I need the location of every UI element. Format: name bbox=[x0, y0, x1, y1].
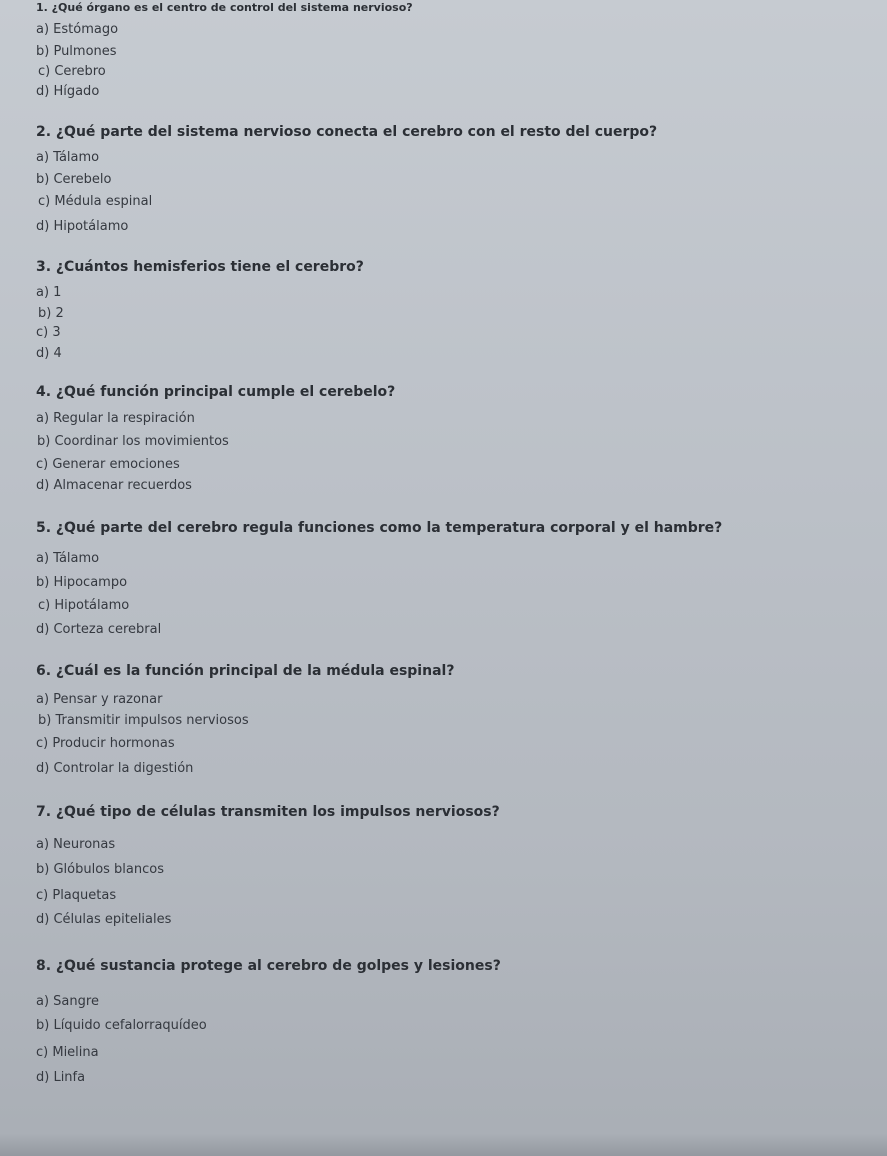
option-d: d) Almacenar recuerdos bbox=[36, 478, 192, 493]
question-title: 2. ¿Qué parte del sistema nervioso conecta el cerebro con el resto del cuerpo? bbox=[36, 124, 658, 140]
option-d: d) 4 bbox=[36, 346, 62, 361]
option-c: c) Producir hormonas bbox=[36, 736, 175, 751]
option-a: a) Tálamo bbox=[36, 551, 100, 566]
option-b: b) Coordinar los movimientos bbox=[37, 434, 229, 449]
question-title: 6. ¿Cuál es la función principal de la médula espinal? bbox=[36, 663, 455, 679]
option-b: b) Glóbulos blancos bbox=[36, 862, 165, 877]
option-a: a) Regular la respiración bbox=[36, 411, 195, 426]
option-d: d) Controlar la digestión bbox=[36, 761, 194, 776]
option-b: b) Hipocampo bbox=[36, 575, 128, 590]
option-c: c) Hipotálamo bbox=[38, 598, 130, 613]
option-b: b) Líquido cefalorraquídeo bbox=[36, 1018, 207, 1033]
option-d: d) Hígado bbox=[36, 84, 100, 99]
question-title: 7. ¿Qué tipo de células transmiten los impulsos nerviosos? bbox=[36, 804, 500, 820]
option-d: d) Linfa bbox=[36, 1070, 86, 1085]
option-c: c) Cerebro bbox=[38, 64, 106, 79]
question-title: 5. ¿Qué parte del cerebro regula funciones como la temperatura corporal y el hambre? bbox=[36, 520, 723, 536]
option-b: b) Transmitir impulsos nerviosos bbox=[38, 713, 249, 728]
question-title: 1. ¿Qué órgano es el centro de control del sistema nervioso? bbox=[36, 1, 413, 14]
option-d: d) Hipotálamo bbox=[36, 219, 129, 234]
page-shadow bbox=[0, 1134, 887, 1156]
option-a: a) Pensar y razonar bbox=[36, 692, 163, 707]
question-title: 8. ¿Qué sustancia protege al cerebro de golpes y lesiones? bbox=[36, 958, 501, 974]
question-title: 4. ¿Qué función principal cumple el cerebelo? bbox=[36, 384, 396, 400]
option-d: d) Células epiteliales bbox=[36, 912, 172, 927]
option-c: c) Generar emociones bbox=[36, 457, 180, 472]
option-a: a) Neuronas bbox=[36, 837, 116, 852]
option-b: b) 2 bbox=[38, 306, 64, 321]
question-title: 3. ¿Cuántos hemisferios tiene el cerebro? bbox=[36, 259, 364, 275]
option-c: c) Plaquetas bbox=[36, 888, 117, 903]
option-a: a) Estómago bbox=[36, 22, 119, 37]
option-b: b) Cerebelo bbox=[36, 172, 112, 187]
option-a: a) Sangre bbox=[36, 994, 99, 1009]
option-a: a) Tálamo bbox=[36, 150, 100, 165]
option-a: a) 1 bbox=[36, 285, 62, 300]
option-c: c) Médula espinal bbox=[38, 194, 153, 209]
option-b: b) Pulmones bbox=[36, 44, 117, 59]
option-d: d) Corteza cerebral bbox=[36, 622, 162, 637]
option-c: c) Mielina bbox=[36, 1045, 99, 1060]
option-c: c) 3 bbox=[36, 325, 61, 340]
